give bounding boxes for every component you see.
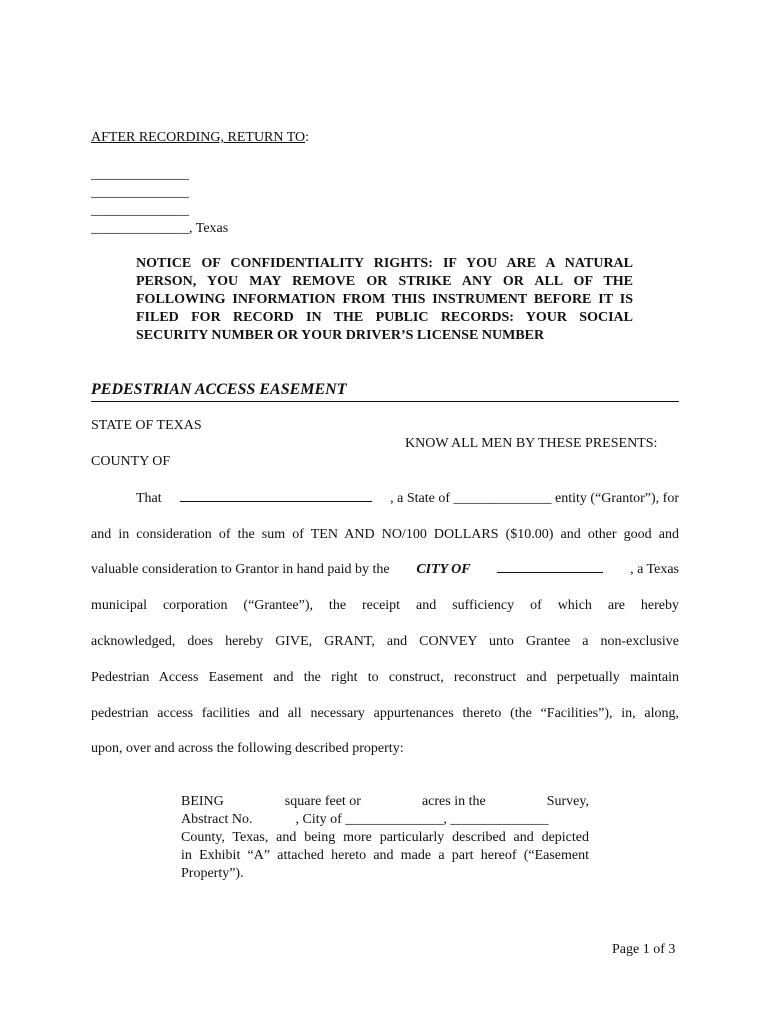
body-line-3-start: valuable consideration to Grantor in hand paid by the — [91, 562, 390, 577]
page-number: Page 1 of 3 — [612, 942, 676, 957]
legal-description — [181, 793, 589, 883]
body-line-4: municipal corporation (“Grantee”), the receipt and sufficiency of which are hereby — [91, 598, 679, 613]
legal-acres: acres in the — [421, 794, 486, 809]
body-line-3-end: , a Texas — [630, 562, 679, 577]
body-line-5: acknowledged, does hereby GIVE, GRANT, and CONVEY unto Grantee a non-exclusive — [91, 634, 679, 649]
legal-line-4: in Exhibit “A” attached hereto and made a part hereof (“Easement — [181, 848, 589, 863]
legal-survey: Survey, — [546, 794, 589, 809]
confidentiality-notice: NOTICE OF CONFIDENTIALITY RIGHTS: IF YOU ARE A NATURAL PERSON, YOU MAY REMOVE OR STRIKE ANY OR ALL OF THE FOLLOWING INFORMATION FROM THIS INSTRUMENT BEFORE IT IS FILED FOR RECORD IN THE PUBLIC RECORDS: YOUR SOCIAL SECURITY NUMBER OR YOUR DRIVER’S LICENSE NUMBER — [136, 256, 633, 343]
address-line-2[interactable]: ______________ — [91, 185, 189, 200]
return-to-colon: : — [305, 130, 310, 145]
legal-being: BEING — [181, 794, 224, 809]
document-title — [91, 380, 679, 402]
body-line-6: Pedestrian Access Easement and the right to construct, reconstruct and perpetually maintain — [91, 670, 679, 685]
body-line-1 — [136, 489, 679, 509]
return-to-heading — [91, 130, 309, 146]
county-of: COUNTY OF — [91, 454, 171, 469]
return-to-heading-text: AFTER RECORDING, RETURN TO — [91, 130, 306, 145]
body-that: That — [136, 491, 162, 506]
address-line-3[interactable]: ______________ — [91, 203, 189, 218]
city-of-label: CITY OF — [416, 562, 471, 577]
legal-line-1 — [181, 793, 589, 811]
legal-abstract: Abstract No. — [181, 812, 253, 827]
legal-square-feet: square feet or — [284, 794, 361, 809]
address-line-1[interactable]: ______________ — [91, 167, 189, 182]
legal-line-3: County, Texas, and being more particularly described and depicted — [181, 830, 589, 845]
body-line-2: and in consideration of the sum of TEN AND NO/100 DOLLARS ($10.00) and other good and — [91, 527, 679, 542]
document-title-text: PEDESTRIAN ACCESS EASEMENT — [91, 381, 347, 398]
grantor-name-blank[interactable] — [180, 489, 372, 502]
legal-line-5: Property”). — [181, 866, 244, 881]
address-line-city-texas[interactable]: ______________, Texas — [91, 221, 229, 236]
legal-city-of: , City of ______________, ______________ — [295, 812, 549, 827]
city-name-blank[interactable] — [497, 560, 603, 573]
body-line-3 — [91, 560, 679, 580]
body-line-1-rest: , a State of ______________ entity (“Grantor”), for — [390, 491, 679, 506]
return-to-address-lines — [91, 166, 228, 238]
body-line-7: pedestrian access facilities and all necessary appurtenances thereto (the “Facilities”), in, along, — [91, 706, 679, 721]
state-of-texas: STATE OF TEXAS — [91, 418, 202, 433]
body-line-8: upon, over and across the following described property: — [91, 741, 404, 756]
legal-line-2 — [181, 811, 589, 829]
know-all-men: KNOW ALL MEN BY THESE PRESENTS: — [405, 436, 658, 451]
